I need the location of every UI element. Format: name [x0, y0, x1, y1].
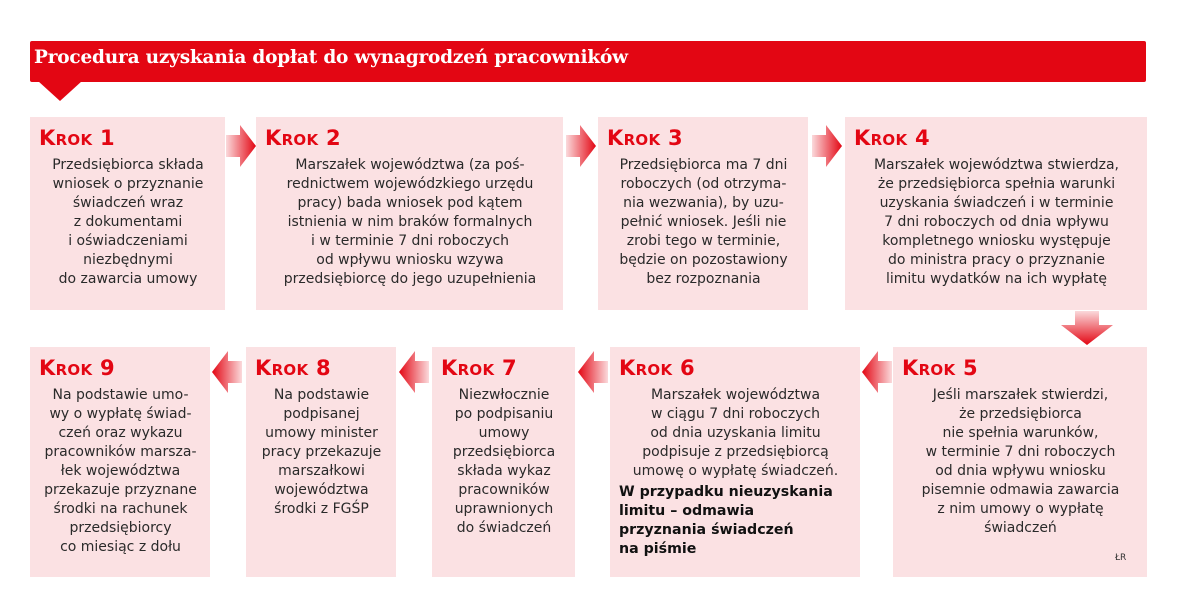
step-8-box	[246, 347, 396, 577]
step-1-text: Przedsiębiorca składa wniosek o przyznanie świadczeń wraz z dokumentami i oświadczeniami niezbędnymi do zawarcia umowy	[52, 157, 204, 287]
step-9-label: Krok 9	[39, 356, 115, 380]
step-5-text: Jeśli marszałek stwierdzi, że przedsiębiorca nie spełnia warunków, w terminie 7 dni roboczych od dnia wpływu wniosku pisemnie odmawia zawarcia z nim umowy o wypłatę świadczeń	[921, 387, 1120, 536]
step-7-label: Krok 7	[441, 356, 517, 380]
step-8-label: Krok 8	[255, 356, 331, 380]
step-1-box	[30, 117, 225, 310]
author-credit: ŁR	[1115, 553, 1127, 563]
step-7-box	[432, 347, 575, 577]
arrow-left-5-6	[862, 351, 892, 393]
step-2-box	[256, 117, 563, 310]
arrow-right-2-3	[566, 125, 596, 167]
step-9-box	[30, 347, 210, 577]
step-5-label: Krok 5	[902, 356, 978, 380]
step-6-bold-text: W przypadku nieuzyskania limitu – odmawia przyznania świadczeń na piśmie	[619, 484, 833, 557]
step-4-text: Marszałek województwa stwierdza, że przedsiębiorca spełnia warunki uzyskania świadczeń i w terminie 7 dni roboczych od dnia wpływu kompletnego wniosku występuje do ministra pracy o przyznanie limitu wydatków na ich wypłatę	[873, 157, 1120, 287]
step-6-box	[610, 347, 860, 577]
step-9-text: Na podstawie umo- wy o wypłatę świad- czeń oraz wykazu pracowników marsza- łek województwa przekazuje przyznane środki na rachunek przedsiębiorcy co miesiąc z dołu	[44, 387, 197, 555]
page-title: Procedura uzyskania dopłat do wynagrodzeń pracowników	[34, 47, 628, 68]
step-1-label: Krok 1	[39, 126, 115, 150]
arrow-right-3-4	[812, 125, 842, 167]
step-7-text: Niezwłocznie po podpisaniu umowy przedsiębiorca składa wykaz pracowników uprawnionych do świadczeń	[452, 387, 556, 536]
step-6-text: Marszałek województwa w ciągu 7 dni roboczych od dnia uzyskania limitu podpisuje z przedsiębiorcą umowę o wypłatę świadczeń.	[632, 387, 839, 479]
arrow-left-8-9	[212, 351, 242, 393]
arrow-left-6-7	[578, 351, 608, 393]
step-5-box	[893, 347, 1147, 577]
arrow-left-7-8	[399, 351, 429, 393]
banner-tail	[38, 81, 82, 101]
step-2-text: Marszałek województwa (za poś- rednictwem wojewódzkiego urzędu pracy) bada wniosek pod kątem istnienia w nim braków formalnych i w terminie 7 dni roboczych od wpływu wniosku wzywa przedsiębiorcę do jego uzupełnienia	[283, 157, 537, 287]
step-6-label: Krok 6	[619, 356, 695, 380]
step-3-text: Przedsiębiorca ma 7 dni roboczych (od otrzyma- nia wezwania), by uzu- pełnić wniosek. Jeśli nie zrobi tego w terminie, będzie on pozostawiony bez rozpoznania	[619, 157, 788, 287]
step-4-label: Krok 4	[854, 126, 930, 150]
arrow-down-4-5	[1061, 311, 1113, 345]
step-8-text: Na podstawie podpisanej umowy minister pracy przekazuje marszałkowi województwa środki z FGŚP	[261, 387, 382, 517]
arrow-right-1-2	[226, 125, 256, 167]
step-2-label: Krok 2	[265, 126, 341, 150]
step-3-label: Krok 3	[607, 126, 683, 150]
step-4-box	[845, 117, 1147, 310]
step-3-box	[598, 117, 808, 310]
